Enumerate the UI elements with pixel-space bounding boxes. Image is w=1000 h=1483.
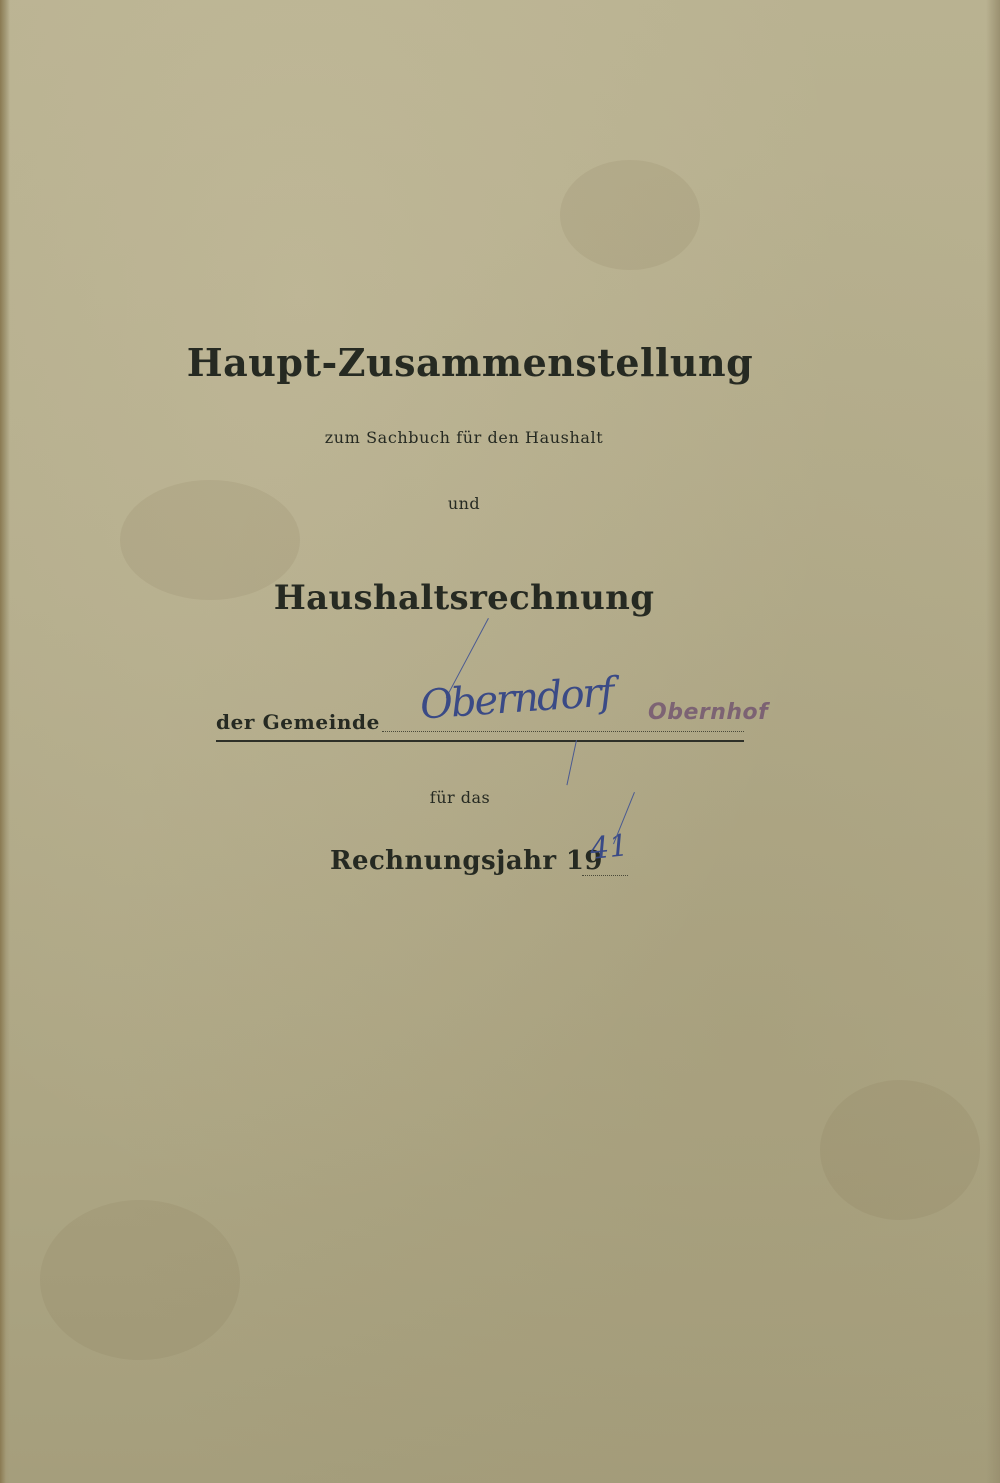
- rechnungsjahr-label: Rechnungsjahr 19: [330, 846, 603, 876]
- rechnungsjahr-field: [330, 846, 603, 886]
- document-second-title: Haushaltsrechnung: [273, 578, 655, 618]
- rechnungsjahr-handwritten-year: 41: [588, 828, 630, 867]
- paper-edge-right: [986, 0, 1000, 1483]
- paper-stain: [40, 1200, 240, 1360]
- paper-stain: [820, 1080, 980, 1220]
- document-title: Haupt-Zusammenstellung: [186, 340, 754, 385]
- gemeinde-underline: [216, 740, 744, 742]
- document-subtitle: zum Sachbuch für den Haushalt: [324, 428, 604, 447]
- rechnungsjahr-dotted-line: [582, 875, 628, 876]
- handwriting-stroke: [566, 740, 577, 785]
- gemeinde-handwritten-name: Oberndorf: [418, 669, 614, 729]
- fuer-das-text: für das: [429, 788, 491, 807]
- gemeinde-stamp: Obernhof: [648, 700, 769, 725]
- gemeinde-label: der Gemeinde: [216, 710, 380, 734]
- conjunction-text: und: [447, 494, 481, 513]
- paper-stain: [560, 160, 700, 270]
- paper-edge-left: [0, 0, 10, 1483]
- gemeinde-dotted-line: [382, 731, 744, 732]
